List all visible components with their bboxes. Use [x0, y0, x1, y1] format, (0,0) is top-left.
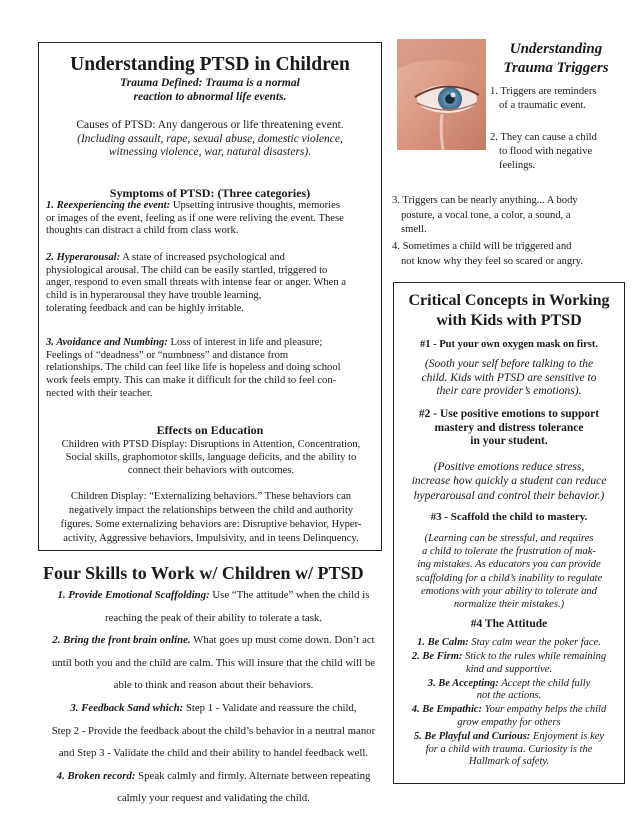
- skills-list: 1. Provide Emotional Scaffolding: Use “The attitude” when the child is reaching the peak of their ability to tolerate a task. 2. Bring the front brain online. What goes up must come down. Don’t act until both you and the child are calm. This will insure that the child will be able to think and reason about their behaviors. 3. Feedback Sand which: Step 1 - Validate and reassure the child, Step 2 - Provide the feedback about the child’s behavior in a neutral manor and Step 3 - Validate the child and their ability to handel feedback well. 4. Broken record: Speak calmly and firmly. Alternate between repeating calmly your request and validating the child.: [35, 584, 392, 810]
- ptsd-overview-panel: [38, 42, 382, 551]
- concepts-title: Critical Concepts in Working with Kids with PTSD: [408, 292, 610, 329]
- effects-text: Children with PTSD Display: Disruptions in Attention, Concentration, Social skills, graphomotor skills, language deficits, and the ability to connect their behaviors with outcomes.: [61, 439, 361, 477]
- concept-2-text: (Positive emotions reduce stress, increase how quickly a student can reduce hyperarousal and control their behavior.): [411, 461, 607, 502]
- triggers-title: Understanding Trauma Triggers: [503, 41, 609, 76]
- trigger-item-4: 4. Sometimes a child will be triggered and not know why they feel so scared or angry.: [392, 241, 584, 267]
- skill-item: 2. Bring the front brain online. What goes up must come down. Don’t act: [52, 634, 375, 647]
- attitude-item: 1. Be Calm: Stay calm wear the poker face.: [417, 637, 601, 648]
- critical-concepts-panel: [393, 282, 625, 784]
- panel-title: Understanding PTSD in Children: [70, 54, 350, 75]
- attitude-item: 3. Be Accepting: Accept the child fully not the actions.: [427, 677, 591, 702]
- skill-item: 1. Provide Emotional Scaffolding: Use “The attitude” when the child is: [57, 589, 370, 601]
- trauma-definition: Trauma Defined: Trauma is a normal reaction to abnormal life events.: [120, 77, 300, 103]
- attitude-list: [398, 637, 620, 770]
- symptom-reexperiencing: 1. Reexperiencing the event: Upsetting intrusive thoughts, memories or images of the event, feeling as if one were reliving the event. These thoughts can distract a child from class work.: [46, 200, 344, 237]
- externalizing-text: Children Display: “Externalizing behaviors.” These behaviors can negatively impact the relationships between the child and authority figures. Some externalizing behaviors are: Disruptive behavior, Hyper- activity, Aggressive behaviors, Impulsivity, and in teens Delinquency.: [60, 491, 362, 544]
- concept-1-heading: #1 - Put your own oxygen mask on first.: [419, 339, 599, 350]
- causes-section: Causes of PTSD: Any dangerous or life threatening event. (Including assault, rape, sexual abuse, domestic violence, witnessing violence, war, natural disasters).: [39, 119, 381, 160]
- concept-4-heading: #4 The Attitude: [470, 618, 548, 630]
- attitude-item: 2. Be Firm: Stick to the rules while remaining kind and supportive.: [411, 651, 607, 675]
- skill-item: 3. Feedback Sand which: Step 1 - Validate and reassure the child,: [70, 701, 357, 714]
- symptom-hyperarousal: 2. Hyperarousal: A state of increased psychological and physiological arousal. The child can be easily startled, triggered to anger, respond to even small threats with intense fear or anger. When a child is in hyperarousal they have trouble learning, tolerating feedback and can be highly irritable.: [46, 252, 347, 314]
- concept-2-heading: #2 - Use positive emotions to support mastery and distress tolerance in your student.: [418, 408, 600, 448]
- crying-eye-photo: [397, 39, 486, 150]
- attitude-item: 5. Be Playful and Curious: Enjoyment is key for a child with trauma. Curiosity is the Hallmark of safety.: [413, 731, 605, 768]
- symptom-avoidance: 3. Avoidance and Numbing: Loss of interest in life and pleasure; Feelings of “deadness” or “numbness” and distance from relationships. The child can feel like life is hopeless and doing school work feels empty. This can make it difficult for the child to feel con- nected with their teacher.: [46, 337, 341, 399]
- skill-item: 4. Broken record: Speak calmly and firmly. Alternate between repeating: [56, 769, 371, 782]
- concept-3-heading: #3 - Scaffold the child to mastery.: [430, 511, 588, 523]
- eye-photo-graphic: [397, 39, 486, 150]
- concept-1-text: (Sooth your self before talking to the child. Kids with PTSD are sensitive to their care provider’s emotions).: [421, 358, 597, 398]
- attitude-item: 4. Be Empathic: Your empathy helps the child grow empathy for others: [411, 704, 607, 729]
- trigger-item-3: 3. Triggers can be nearly anything... A body posture, a vocal tone, a color, a sound, a smell.: [392, 195, 578, 235]
- concept-3-text: (Learning can be stressful, and requires a child to tolerate the frustration of mak- ing mistakes. As educators you can provide scaffolding for a child’s inability to regulate emotions with your ability to tolerate and normalize their mistakes.): [415, 533, 603, 611]
- causes-text: Causes of PTSD: Any dangerous or life threatening event.: [76, 119, 344, 131]
- trigger-item-2: 2. They can cause a child to flood with negative feelings.: [490, 132, 597, 171]
- skills-title: Four Skills to Work w/ Children w/ PTSD: [43, 563, 364, 583]
- effects-heading: Effects on Education: [156, 423, 264, 437]
- symptoms-heading: Symptoms of PTSD: (Three categories): [109, 186, 311, 200]
- trigger-item-1: 1. Triggers are reminders of a traumatic event.: [490, 86, 597, 111]
